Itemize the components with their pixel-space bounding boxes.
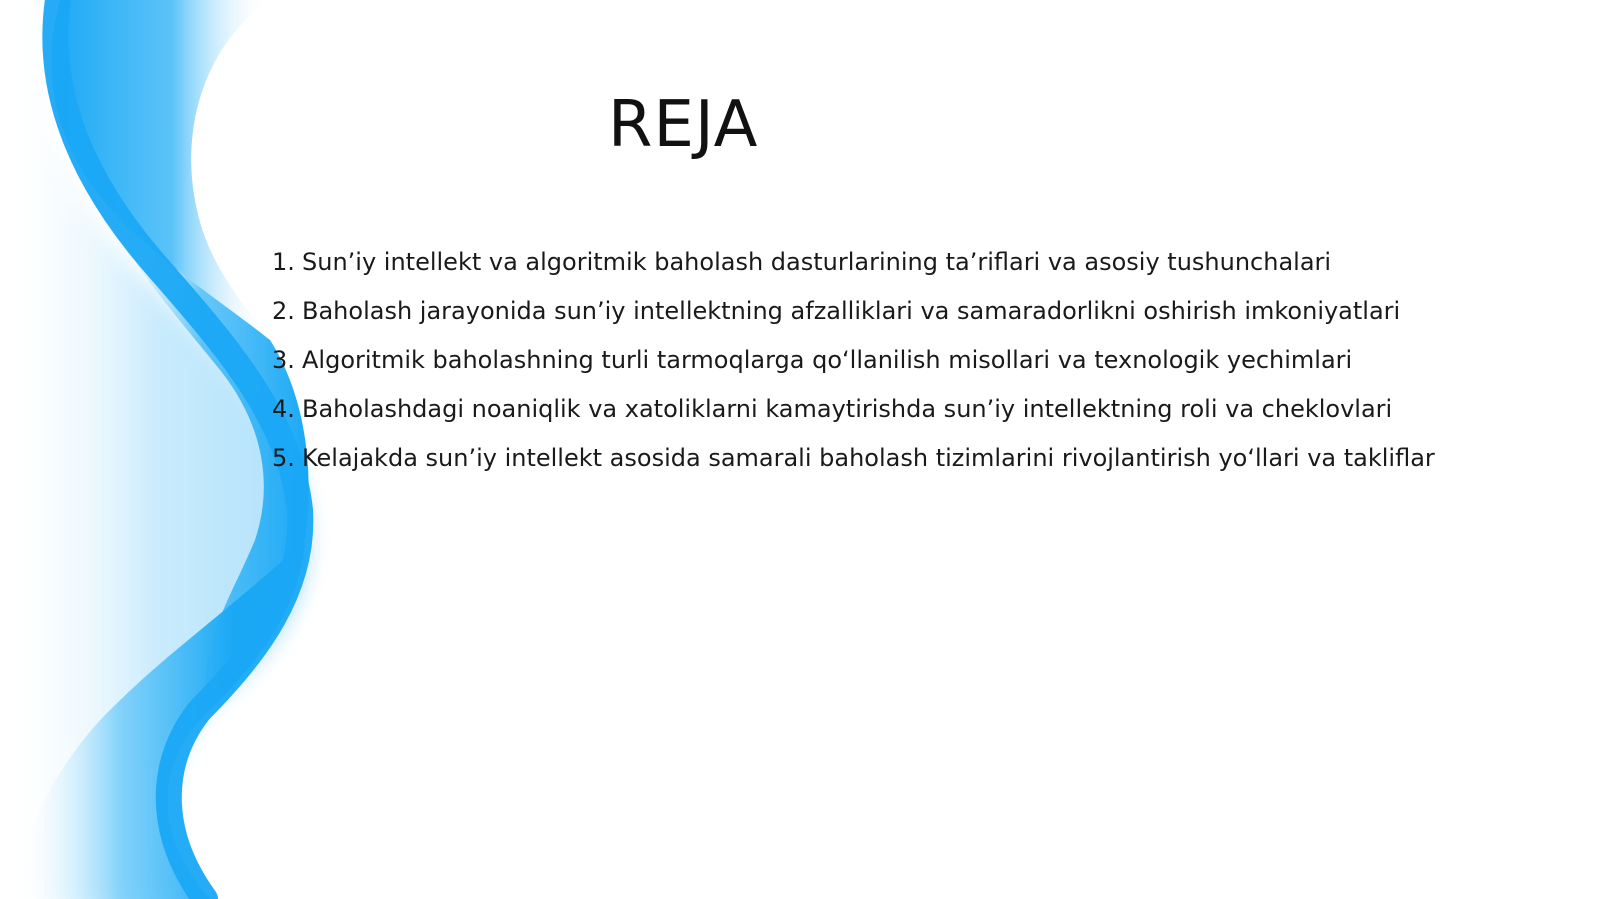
list-item <box>272 238 1435 287</box>
list-item <box>272 287 1435 336</box>
list-item <box>272 434 1435 483</box>
slide-title: REJA <box>608 88 759 162</box>
item-number: 2. <box>272 297 295 325</box>
list-item <box>272 336 1435 385</box>
item-text: Baholashdagi noaniqlik va xatoliklarni kamaytirishda sun’iy intellektning roli va cheklovlari <box>302 395 1393 423</box>
item-number: 4. <box>272 395 295 423</box>
list-item <box>272 385 1435 434</box>
item-text: Baholash jarayonida sun’iy intellektning afzalliklari va samaradorlikni oshirish imkoniyatlari <box>302 297 1401 325</box>
item-text: Sun’iy intellekt va algoritmik baholash dasturlarining ta’riflari va asosiy tushunchalari <box>302 248 1332 276</box>
item-number: 1. <box>272 248 295 276</box>
plan-list <box>272 238 1435 483</box>
item-number: 5. <box>272 444 295 472</box>
item-text: Kelajakda sun’iy intellekt asosida samarali baholash tizimlarini rivojlantirish yo‘llari va takliflar <box>302 444 1435 472</box>
item-number: 3. <box>272 346 295 374</box>
item-text: Algoritmik baholashning turli tarmoqlarga qo‘llanilish misollari va texnologik yechimlari <box>302 346 1353 374</box>
